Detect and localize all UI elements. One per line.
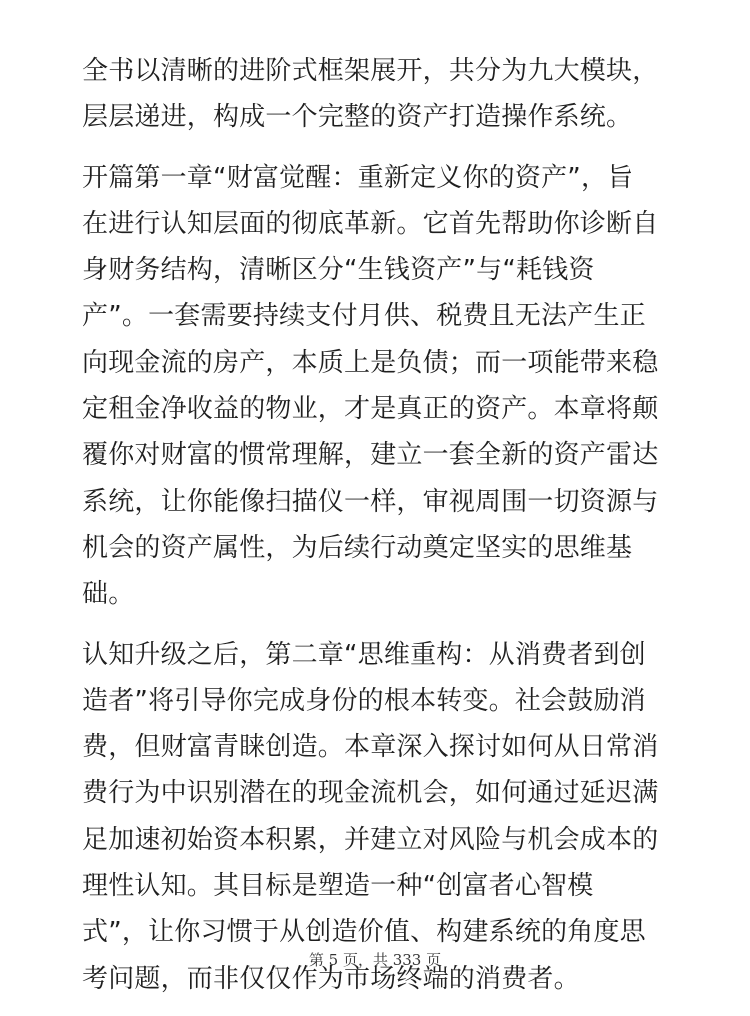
text-line: 费，但财富青睐创造。本章深入探讨如何从日常消: [82, 732, 659, 763]
text-line: 向现金流的房产，本质上是负债；而一项能带来稳: [82, 347, 659, 378]
text-line: 理性认知。其目标是塑造一种“创富者心智模: [82, 871, 594, 902]
text-line: 足加速初始资本积累，并建立对风险与机会成本的: [82, 824, 659, 855]
text-line: 层层递进，构成一个完整的资产打造操作系统。: [82, 102, 633, 133]
text-line: 全书以清晰的进阶式框架展开，共分为九大模块，: [82, 56, 659, 86]
text-line: 机会的资产属性，为后续行动奠定坚实的思维基: [82, 532, 633, 563]
paragraph-intro: [82, 48, 682, 141]
text-line: 开篇第一章“财富觉醒：重新定义你的资产”，旨: [82, 162, 634, 193]
text-line: 考问题，而非仅仅作为市场终端的消费者。: [82, 963, 580, 994]
text-line: 造者”将引导你完成身份的根本转变。社会鼓励消: [82, 685, 646, 716]
text-line: 产”。一套需要持续支付月供、税费且无法产生正: [82, 301, 646, 332]
text-line: 在进行认知层面的彻底革新。它首先帮助你诊断自: [82, 208, 659, 239]
paragraph-chapter-1: [82, 155, 682, 618]
text-line: 系统，让你能像扫描仪一样，审视周围一切资源与: [82, 486, 659, 517]
text-line: 式”，让你习惯于从创造价值、构建系统的角度思: [82, 917, 646, 948]
page-number-footer: 第 5 页，共 333 页: [308, 951, 442, 969]
paragraph-chapter-2: [82, 632, 682, 1002]
text-line: 费行为中识别潜在的现金流机会，如何通过延迟满: [82, 778, 659, 809]
text-line: 础。: [82, 579, 135, 610]
text-line: 认知升级之后，第二章“思维重构：从消费者到创: [82, 639, 646, 670]
text-line: 身财务结构，清晰区分“生钱资产”与“耗钱资: [82, 255, 595, 286]
text-line: 定租金净收益的物业，才是真正的资产。本章将颠: [82, 394, 659, 425]
text-line: 覆你对财富的惯常理解，建立一套全新的资产雷达: [82, 440, 659, 471]
body-text: [82, 48, 682, 1016]
